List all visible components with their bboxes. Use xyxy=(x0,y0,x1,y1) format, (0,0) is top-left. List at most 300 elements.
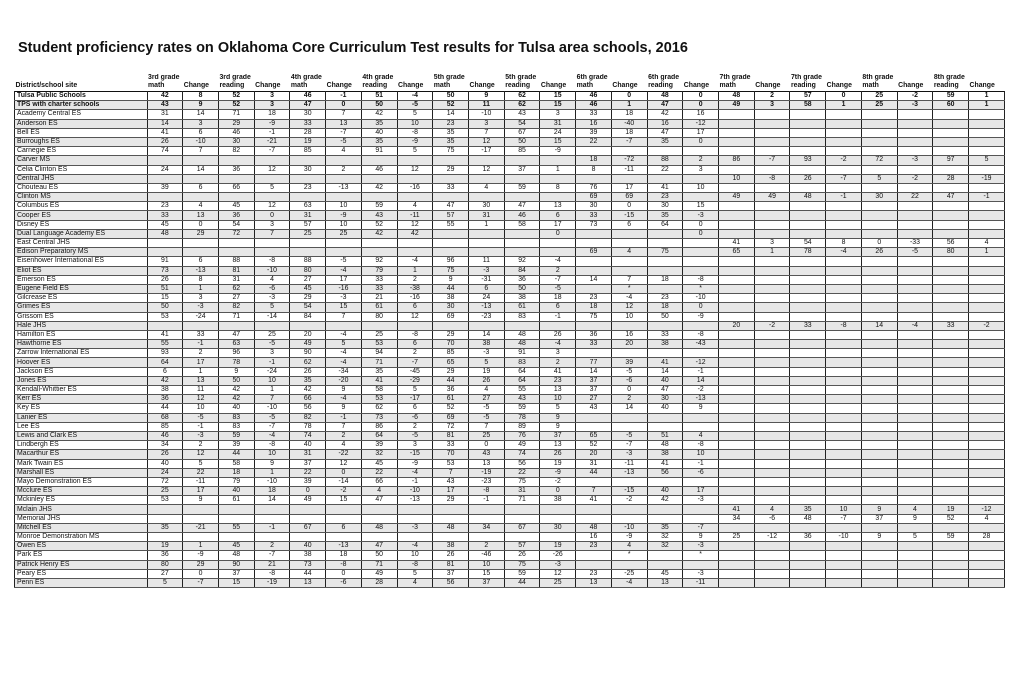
value-cell: 12 xyxy=(254,202,290,211)
value-cell xyxy=(326,156,362,165)
value-cell: -31 xyxy=(468,275,504,284)
value-cell xyxy=(326,239,362,248)
value-cell xyxy=(826,183,862,192)
value-cell xyxy=(861,312,897,321)
value-cell: 54 xyxy=(290,303,326,312)
value-cell xyxy=(326,174,362,183)
table-row xyxy=(15,514,1005,523)
value-cell: -10 xyxy=(254,477,290,486)
value-cell xyxy=(504,174,540,183)
school-name-cell: TPS with charter schools xyxy=(15,101,148,110)
value-cell xyxy=(897,257,933,266)
school-name-cell: Grimes ES xyxy=(15,303,148,312)
value-cell xyxy=(969,294,1005,303)
value-cell xyxy=(683,248,719,257)
school-name-cell: Hale JHS xyxy=(15,321,148,330)
value-cell: -16 xyxy=(397,294,433,303)
value-cell: 42 xyxy=(218,395,254,404)
value-cell xyxy=(790,147,826,156)
table-row xyxy=(15,560,1005,569)
value-cell: 92 xyxy=(361,257,397,266)
value-cell xyxy=(826,523,862,532)
value-cell: 5 xyxy=(254,303,290,312)
value-cell xyxy=(754,358,790,367)
table-row xyxy=(15,404,1005,413)
value-cell xyxy=(647,266,683,275)
value-cell xyxy=(468,514,504,523)
value-cell xyxy=(861,441,897,450)
value-cell: 82 xyxy=(218,303,254,312)
value-cell: 3 xyxy=(397,441,433,450)
value-cell: 2 xyxy=(754,92,790,101)
value-cell: 44 xyxy=(433,284,469,293)
value-cell: -2 xyxy=(611,496,647,505)
table-row xyxy=(15,211,1005,220)
value-cell xyxy=(897,147,933,156)
value-cell: 19 xyxy=(147,542,183,551)
value-cell: 14 xyxy=(576,367,612,376)
value-cell: -7 xyxy=(254,551,290,560)
value-cell: 49 xyxy=(719,193,755,202)
value-cell xyxy=(754,395,790,404)
value-cell xyxy=(933,358,969,367)
value-cell xyxy=(433,248,469,257)
value-cell xyxy=(826,303,862,312)
value-cell xyxy=(754,578,790,587)
value-cell: -2 xyxy=(326,487,362,496)
value-cell: 50 xyxy=(647,312,683,321)
value-cell xyxy=(826,395,862,404)
value-cell xyxy=(647,174,683,183)
school-name-cell: Patrick Henry ES xyxy=(15,560,148,569)
value-cell xyxy=(826,404,862,413)
value-cell: 41 xyxy=(647,183,683,192)
value-cell: -4 xyxy=(397,468,433,477)
value-cell: 13 xyxy=(540,386,576,395)
value-cell: -2 xyxy=(683,386,719,395)
value-cell xyxy=(754,386,790,395)
value-cell: 47 xyxy=(647,128,683,137)
value-cell xyxy=(790,358,826,367)
value-cell: 1 xyxy=(611,101,647,110)
value-cell: -8 xyxy=(254,441,290,450)
table-row xyxy=(15,312,1005,321)
value-cell xyxy=(719,294,755,303)
value-cell: -40 xyxy=(611,119,647,128)
value-cell: 15 xyxy=(540,101,576,110)
value-cell xyxy=(611,560,647,569)
value-cell xyxy=(611,239,647,248)
value-cell: 48 xyxy=(790,514,826,523)
value-cell: 52 xyxy=(933,514,969,523)
value-cell: -1 xyxy=(183,422,219,431)
table-row xyxy=(15,303,1005,312)
value-cell xyxy=(576,514,612,523)
value-cell: 38 xyxy=(504,294,540,303)
value-cell xyxy=(433,156,469,165)
value-cell xyxy=(969,303,1005,312)
value-cell xyxy=(290,505,326,514)
value-cell: 91 xyxy=(147,257,183,266)
value-cell xyxy=(218,156,254,165)
value-cell: 59 xyxy=(933,92,969,101)
value-cell: -4 xyxy=(540,340,576,349)
value-cell: 12 xyxy=(468,165,504,174)
value-cell: 42 xyxy=(147,92,183,101)
value-cell: 59 xyxy=(361,202,397,211)
value-cell: 44 xyxy=(576,468,612,477)
value-cell xyxy=(933,220,969,229)
value-cell: 0 xyxy=(683,229,719,238)
value-cell: 24 xyxy=(540,128,576,137)
value-cell xyxy=(790,137,826,146)
value-cell xyxy=(754,560,790,569)
value-cell xyxy=(254,533,290,542)
value-cell: 85 xyxy=(290,147,326,156)
value-cell xyxy=(933,496,969,505)
value-cell xyxy=(969,523,1005,532)
value-cell xyxy=(754,303,790,312)
value-cell xyxy=(790,229,826,238)
value-cell xyxy=(719,358,755,367)
table-row xyxy=(15,533,1005,542)
value-cell xyxy=(719,119,755,128)
value-cell xyxy=(719,441,755,450)
value-cell xyxy=(147,505,183,514)
value-cell: 22 xyxy=(504,468,540,477)
value-cell xyxy=(826,367,862,376)
value-cell: 15 xyxy=(147,294,183,303)
value-cell xyxy=(969,422,1005,431)
value-cell: 57 xyxy=(790,92,826,101)
table-row xyxy=(15,193,1005,202)
value-cell xyxy=(790,349,826,358)
value-cell xyxy=(861,477,897,486)
value-cell: 26 xyxy=(147,275,183,284)
value-cell: 58 xyxy=(361,386,397,395)
value-cell xyxy=(897,487,933,496)
value-cell: 1 xyxy=(254,386,290,395)
value-cell: -5 xyxy=(540,284,576,293)
value-cell: 38 xyxy=(147,386,183,395)
value-cell: 82 xyxy=(290,413,326,422)
value-cell xyxy=(969,211,1005,220)
value-cell xyxy=(790,284,826,293)
value-cell: -34 xyxy=(326,367,362,376)
value-cell xyxy=(969,266,1005,275)
value-cell: 23 xyxy=(647,294,683,303)
value-cell: -4 xyxy=(397,542,433,551)
column-header: Change xyxy=(183,82,209,89)
value-cell: 4 xyxy=(969,239,1005,248)
value-cell xyxy=(897,569,933,578)
value-cell xyxy=(826,422,862,431)
value-cell: 5 xyxy=(540,404,576,413)
value-cell: 4 xyxy=(897,505,933,514)
value-cell xyxy=(183,248,219,257)
value-cell xyxy=(468,248,504,257)
value-cell xyxy=(754,128,790,137)
value-cell xyxy=(290,174,326,183)
value-cell: -3 xyxy=(468,349,504,358)
value-cell: -3 xyxy=(326,294,362,303)
value-cell: -45 xyxy=(397,367,433,376)
value-cell xyxy=(361,193,397,202)
value-cell: 4 xyxy=(397,578,433,587)
value-cell: 48 xyxy=(218,551,254,560)
value-cell: 1 xyxy=(254,468,290,477)
value-cell xyxy=(576,505,612,514)
value-cell xyxy=(540,193,576,202)
value-cell xyxy=(719,422,755,431)
value-cell: 12 xyxy=(397,312,433,321)
value-cell: 34 xyxy=(147,441,183,450)
value-cell: -19 xyxy=(969,174,1005,183)
school-name-cell: Mitchell ES xyxy=(15,523,148,532)
value-cell: 85 xyxy=(433,349,469,358)
value-cell xyxy=(897,551,933,560)
value-cell: 2 xyxy=(326,165,362,174)
value-cell: -4 xyxy=(254,431,290,440)
value-cell: 28 xyxy=(290,128,326,137)
value-cell xyxy=(468,193,504,202)
column-header: Change xyxy=(755,82,781,89)
value-cell: 66 xyxy=(290,395,326,404)
value-cell xyxy=(861,330,897,339)
value-cell: 48 xyxy=(719,92,755,101)
value-cell: 25 xyxy=(361,330,397,339)
value-cell: 8 xyxy=(826,239,862,248)
value-cell xyxy=(969,349,1005,358)
column-header: Change xyxy=(826,82,852,89)
value-cell xyxy=(861,468,897,477)
value-cell: 18 xyxy=(254,110,290,119)
value-cell: 3 xyxy=(754,239,790,248)
value-cell xyxy=(826,211,862,220)
value-cell: -2 xyxy=(754,321,790,330)
value-cell xyxy=(897,367,933,376)
value-cell: 5 xyxy=(397,147,433,156)
value-cell xyxy=(933,303,969,312)
value-cell: -10 xyxy=(826,533,862,542)
value-cell xyxy=(969,165,1005,174)
value-cell: 30 xyxy=(647,395,683,404)
value-cell: 29 xyxy=(218,119,254,128)
value-cell: 52 xyxy=(433,101,469,110)
value-cell xyxy=(719,578,755,587)
value-cell: -29 xyxy=(397,376,433,385)
value-cell xyxy=(326,193,362,202)
value-cell xyxy=(183,321,219,330)
value-cell: 75 xyxy=(433,266,469,275)
value-cell: 0 xyxy=(683,220,719,229)
value-cell: 41 xyxy=(147,128,183,137)
value-cell xyxy=(790,183,826,192)
value-cell: 5 xyxy=(326,340,362,349)
value-cell xyxy=(719,257,755,266)
value-cell: 15 xyxy=(540,92,576,101)
value-cell: -2 xyxy=(826,156,862,165)
value-cell xyxy=(897,294,933,303)
value-cell: -1 xyxy=(468,496,504,505)
value-cell: 46 xyxy=(576,101,612,110)
value-cell: 36 xyxy=(218,211,254,220)
value-cell: 46 xyxy=(290,92,326,101)
value-cell xyxy=(468,533,504,542)
value-cell: 5 xyxy=(897,533,933,542)
value-cell xyxy=(468,239,504,248)
value-cell xyxy=(897,349,933,358)
table-row xyxy=(15,578,1005,587)
value-cell: 0 xyxy=(683,137,719,146)
value-cell: -5 xyxy=(397,431,433,440)
value-cell: 35 xyxy=(147,523,183,532)
value-cell xyxy=(754,202,790,211)
value-cell xyxy=(468,174,504,183)
value-cell: 48 xyxy=(647,441,683,450)
value-cell: 30 xyxy=(647,202,683,211)
value-cell xyxy=(719,569,755,578)
value-cell xyxy=(969,358,1005,367)
value-cell: 3 xyxy=(254,92,290,101)
value-cell: 86 xyxy=(719,156,755,165)
value-cell: 43 xyxy=(147,101,183,110)
value-cell: 43 xyxy=(504,110,540,119)
value-cell xyxy=(397,321,433,330)
column-header: Change xyxy=(540,82,567,89)
value-cell xyxy=(719,275,755,284)
value-cell: 26 xyxy=(290,367,326,376)
value-cell: -7 xyxy=(254,422,290,431)
value-cell xyxy=(790,496,826,505)
value-cell xyxy=(719,303,755,312)
value-cell: 3 xyxy=(754,101,790,110)
value-cell xyxy=(861,367,897,376)
value-cell: -1 xyxy=(254,523,290,532)
value-cell: 30 xyxy=(218,137,254,146)
value-cell xyxy=(611,257,647,266)
value-cell: -4 xyxy=(540,257,576,266)
value-cell: 4 xyxy=(969,514,1005,523)
table-row xyxy=(15,137,1005,146)
value-cell: 5 xyxy=(397,110,433,119)
value-cell: 42 xyxy=(361,183,397,192)
value-cell xyxy=(754,229,790,238)
value-cell xyxy=(719,165,755,174)
value-cell: 89 xyxy=(504,422,540,431)
table-row xyxy=(15,496,1005,505)
value-cell: -3 xyxy=(254,294,290,303)
value-cell: -7 xyxy=(826,174,862,183)
value-cell xyxy=(576,257,612,266)
value-cell: -11 xyxy=(611,165,647,174)
value-cell: 14 xyxy=(468,330,504,339)
value-cell: 23 xyxy=(540,376,576,385)
value-cell: 69 xyxy=(433,312,469,321)
value-cell: 71 xyxy=(504,496,540,505)
value-cell: 7 xyxy=(611,275,647,284)
value-cell xyxy=(326,248,362,257)
value-cell: 40 xyxy=(218,487,254,496)
value-cell xyxy=(611,505,647,514)
value-cell xyxy=(933,312,969,321)
value-cell: -3 xyxy=(183,303,219,312)
value-cell xyxy=(433,239,469,248)
value-cell xyxy=(790,275,826,284)
value-cell xyxy=(719,211,755,220)
value-cell: -4 xyxy=(611,294,647,303)
value-cell: 27 xyxy=(290,275,326,284)
value-cell: 48 xyxy=(504,340,540,349)
value-cell: 15 xyxy=(683,202,719,211)
value-cell: 83 xyxy=(218,413,254,422)
value-cell xyxy=(719,330,755,339)
value-cell: 57 xyxy=(504,542,540,551)
value-cell: 26 xyxy=(540,450,576,459)
value-cell: 30 xyxy=(540,523,576,532)
value-cell: 40 xyxy=(647,404,683,413)
value-cell xyxy=(790,551,826,560)
value-cell xyxy=(897,211,933,220)
value-cell xyxy=(683,257,719,266)
value-cell: 64 xyxy=(647,220,683,229)
value-cell: 33 xyxy=(433,183,469,192)
value-cell: -17 xyxy=(468,147,504,156)
value-cell: -9 xyxy=(540,147,576,156)
value-cell xyxy=(933,275,969,284)
value-cell xyxy=(897,376,933,385)
value-cell xyxy=(504,248,540,257)
value-cell: 7 xyxy=(468,128,504,137)
column-header: 6th grade math xyxy=(576,74,608,89)
value-cell: 26 xyxy=(147,450,183,459)
value-cell: 36 xyxy=(504,275,540,284)
value-cell: 50 xyxy=(361,551,397,560)
value-cell xyxy=(611,413,647,422)
value-cell: 53 xyxy=(147,496,183,505)
value-cell xyxy=(790,386,826,395)
value-cell: 44 xyxy=(290,569,326,578)
value-cell xyxy=(933,284,969,293)
value-cell: 35 xyxy=(361,367,397,376)
value-cell: 30 xyxy=(468,202,504,211)
value-cell xyxy=(969,257,1005,266)
value-cell xyxy=(397,239,433,248)
value-cell xyxy=(504,514,540,523)
value-cell xyxy=(719,349,755,358)
value-cell: 20 xyxy=(719,321,755,330)
value-cell: 6 xyxy=(326,523,362,532)
value-cell xyxy=(754,431,790,440)
value-cell xyxy=(861,551,897,560)
value-cell xyxy=(861,542,897,551)
value-cell xyxy=(504,156,540,165)
table-row xyxy=(15,128,1005,137)
value-cell xyxy=(969,542,1005,551)
column-header: Change xyxy=(898,82,924,89)
value-cell: 20 xyxy=(576,450,612,459)
value-cell: 33 xyxy=(790,321,826,330)
value-cell: 97 xyxy=(933,156,969,165)
value-cell xyxy=(218,505,254,514)
value-cell: 78 xyxy=(218,358,254,367)
value-cell xyxy=(969,275,1005,284)
value-cell xyxy=(933,110,969,119)
value-cell: 59 xyxy=(933,533,969,542)
value-cell: 1 xyxy=(540,165,576,174)
value-cell: -8 xyxy=(754,174,790,183)
value-cell xyxy=(147,156,183,165)
